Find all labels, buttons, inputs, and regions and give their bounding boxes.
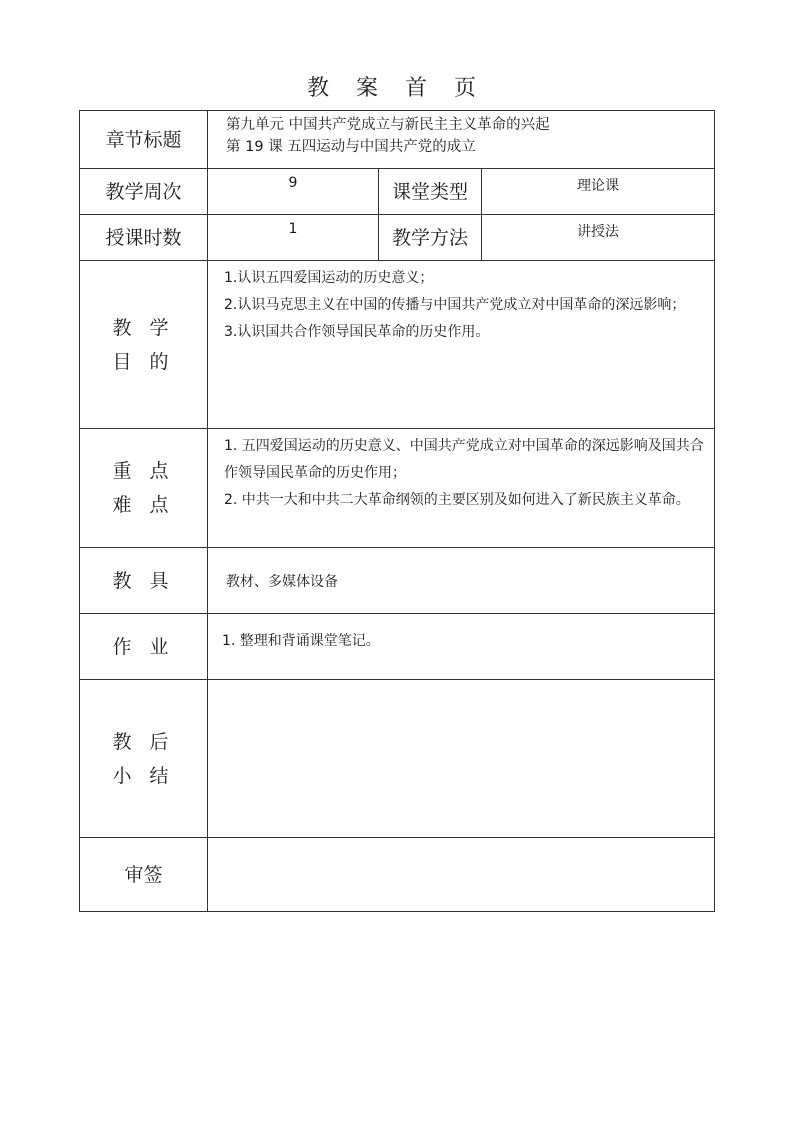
row-review bbox=[80, 838, 715, 912]
tools-label: 教 具 bbox=[80, 548, 208, 614]
page-title: 教 案 首 页 bbox=[307, 76, 486, 101]
key-points-content bbox=[208, 429, 715, 548]
chapter-line-1: 第九单元 中国共产党成立与新民主主义革命的兴起 bbox=[226, 117, 550, 133]
review-label: 审签 bbox=[80, 838, 208, 912]
row-tools bbox=[80, 548, 715, 614]
summary-label-line-2: 小 结 bbox=[112, 764, 175, 787]
row-hours bbox=[80, 215, 715, 261]
row-chapter bbox=[80, 111, 715, 169]
key-point-item: 1. 五四爱国运动的历史意义、中国共产党成立对中国革命的深远影响及国共合作领导国民革命的历史作用； bbox=[224, 438, 704, 481]
summary-label bbox=[80, 680, 208, 838]
homework-value: 1. 整理和背诵课堂笔记。 bbox=[208, 614, 715, 680]
objectives-label-line-2: 目 的 bbox=[112, 350, 175, 373]
summary-label-line-1: 教 后 bbox=[112, 730, 175, 753]
hours-value: 1 bbox=[208, 215, 379, 261]
class-type-label: 课堂类型 bbox=[379, 169, 482, 215]
hours-label: 授课时数 bbox=[80, 215, 208, 261]
row-week bbox=[80, 169, 715, 215]
objectives-label-line-1: 教 学 bbox=[112, 316, 175, 339]
summary-value bbox=[208, 680, 715, 838]
key-points-label bbox=[80, 429, 208, 548]
key-point-item: 2. 中共一大和中共二大革命纲领的主要区别及如何进入了新民族主义革命。 bbox=[224, 492, 690, 508]
method-label: 教学方法 bbox=[379, 215, 482, 261]
row-objectives bbox=[80, 261, 715, 429]
row-homework bbox=[80, 614, 715, 680]
objective-item: 2.认识马克思主义在中国的传播与中国共产党成立对中国革命的深远影响； bbox=[224, 297, 686, 313]
review-value bbox=[208, 838, 715, 912]
homework-label: 作 业 bbox=[80, 614, 208, 680]
week-label: 教学周次 bbox=[80, 169, 208, 215]
week-value: 9 bbox=[208, 169, 379, 215]
key-points-label-line-1: 重 点 bbox=[112, 460, 175, 482]
chapter-value bbox=[208, 111, 715, 169]
objectives-content bbox=[208, 261, 715, 429]
key-points-label-line-2: 难 点 bbox=[112, 494, 175, 516]
tools-value: 教材、多媒体设备 bbox=[208, 548, 715, 614]
row-summary bbox=[80, 680, 715, 838]
objective-item: 1.认识五四爱国运动的历史意义； bbox=[224, 270, 434, 286]
lesson-plan-table bbox=[79, 110, 715, 912]
class-type-value: 理论课 bbox=[482, 169, 715, 215]
method-value: 讲授法 bbox=[482, 215, 715, 261]
row-key-points bbox=[80, 429, 715, 548]
objective-item: 3.认识国共合作领导国民革命的历史作用。 bbox=[224, 324, 490, 340]
chapter-label: 章节标题 bbox=[80, 111, 208, 169]
chapter-line-2: 第 19 课 五四运动与中国共产党的成立 bbox=[226, 139, 476, 155]
objectives-label bbox=[80, 261, 208, 429]
